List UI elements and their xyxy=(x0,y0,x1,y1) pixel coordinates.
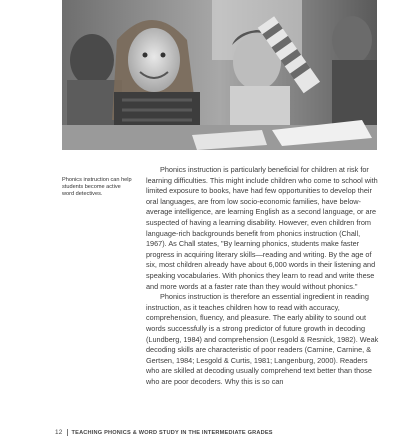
photo-caption: Phonics instruction can help students become active word detectives. xyxy=(62,177,132,198)
paragraph: Phonics instruction is particularly beneficial for children at risk for learning difficulties. This might include children who come to school with limited exposure to books, have had few opportunities to develop their oral languages, are from low socio-economic families, have below-average intelligence, are learning English as a second language, or are suspected of having a learning disability. However, even children from language-rich backgrounds benefit from phonics instruction (Chall, 1967). As Chall states, "By learning phonics, students make faster progress in acquiring literary skills—reading and writing. By the age of six, most children already have about 6,000 words in their listening and speaking vocabularies. With phonics they learn to read and write these and more words at a faster rate than they would without phonics." xyxy=(146,165,378,291)
page-footer xyxy=(55,429,355,437)
footer-divider xyxy=(67,429,68,436)
body-text xyxy=(146,165,382,387)
paragraph: Phonics instruction is therefore an essential ingredient in reading instruction, as it teaches children how to read with accuracy, comprehension, fluency, and pleasure. The early ability to sound out words successfully is a strong predictor of future growth in decoding (Lundberg, 1984) and comprehension (Lesgold & Resnick, 1982). Weak decoding skills are characteristic of poor readers (Carnine, Carnine, & Gertsen, 1984; Lesgold & Curtis, 1981; Langenburg, 2000). Readers who are skilled at decoding usually comprehend text better than those who are poor decoders. Why this is so can xyxy=(146,292,379,386)
running-title: TEACHING PHONICS & WORD STUDY IN THE INTERMEDIATE GRADES xyxy=(71,430,273,436)
classroom-photo xyxy=(62,0,377,150)
page-number: 12 xyxy=(55,429,63,436)
